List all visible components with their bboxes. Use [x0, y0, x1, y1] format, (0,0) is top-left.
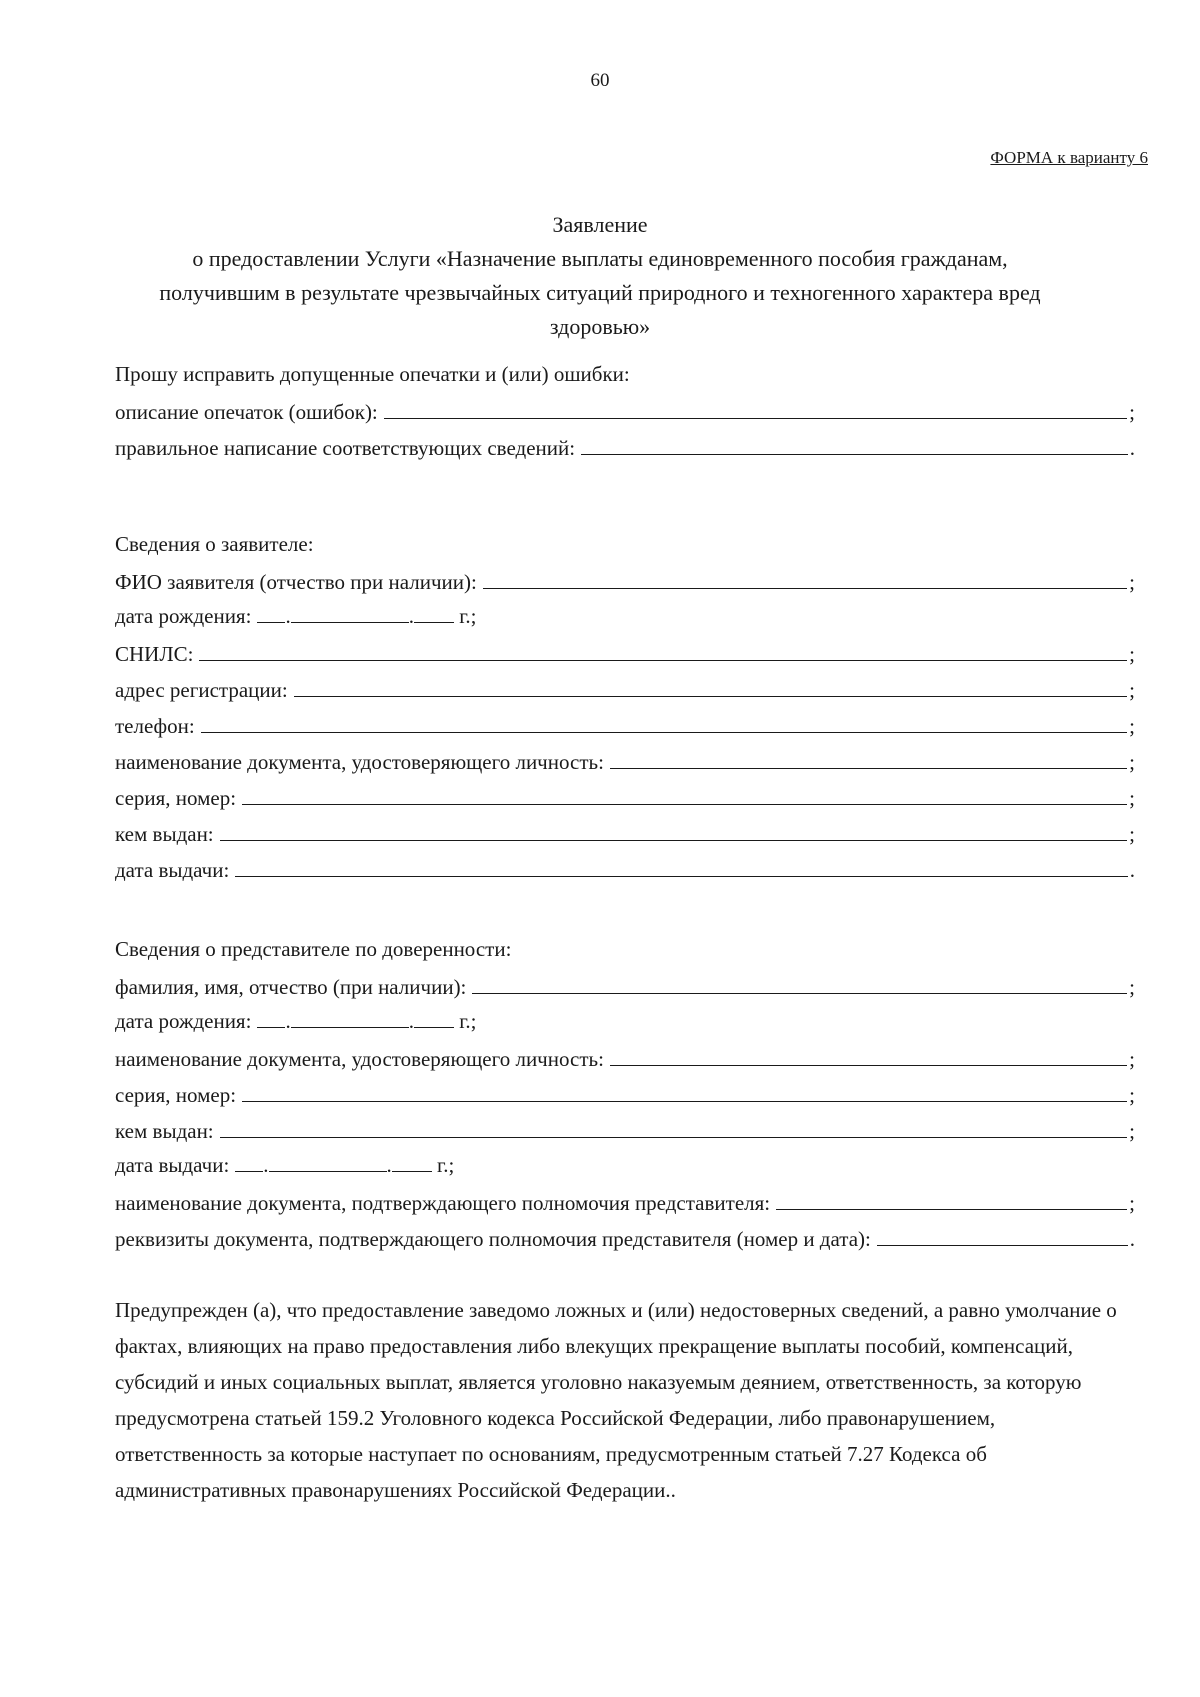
applicant-snils-row: СНИЛС: ; [115, 642, 1135, 666]
applicant-series-field[interactable] [242, 784, 1127, 805]
applicant-snils-label: СНИЛС: [115, 642, 194, 666]
applicant-address-field[interactable] [294, 676, 1127, 697]
representative-issued-by-row: кем выдан: ; [115, 1119, 1135, 1143]
applicant-id-doc-field[interactable] [610, 748, 1127, 769]
representative-birth-label: дата рождения: [115, 1009, 252, 1033]
representative-issue-date-field[interactable]: . . г.; [235, 1153, 454, 1178]
representative-id-doc-label: наименование документа, удостоверяющего личность: [115, 1047, 604, 1071]
representative-series-label: серия, номер: [115, 1083, 237, 1107]
liability-warning: Предупрежден (а), что предоставление заведомо ложных и (или) недостоверных сведений, а равно умолчание о фактах, влияющих на право предоставления либо влекущих прекращение выплаты пособий, компенсаций, субсидий и иных социальных выплат, является уголовно наказуемым деянием, ответственность, за которую предусмотрена статьей 159.2 Уголовного кодекса Российской Федерации, либо правонарушением, ответственность за которые наступает по основаниям, предусмотренным статьей 7.27 Кодекса об административных правонарушениях Российской Федерации.. [115, 1298, 1117, 1502]
representative-fio-field[interactable] [472, 973, 1127, 994]
representative-authority-req-label: реквизиты документа, подтверждающего полномочия представителя (номер и дата): [115, 1227, 871, 1251]
applicant-section [115, 532, 1135, 892]
applicant-series-label: серия, номер: [115, 786, 237, 810]
representative-authority-req-field[interactable] [877, 1225, 1128, 1246]
applicant-issue-date-label: дата выдачи: [115, 858, 230, 882]
applicant-address-row: адрес регистрации: ; [115, 678, 1135, 702]
corrections-heading: Прошу исправить допущенные опечатки и (или) ошибки: [115, 362, 630, 386]
applicant-birth-field[interactable]: . . г.; [257, 604, 476, 629]
corrections-description-row: описание опечаток (ошибок): ; [115, 400, 1135, 424]
corrections-correct-field[interactable] [581, 434, 1128, 455]
applicant-heading: Сведения о заявителе: [115, 532, 314, 556]
document-title [100, 208, 1100, 344]
applicant-phone-field[interactable] [201, 712, 1127, 733]
representative-issued-by-label: кем выдан: [115, 1119, 214, 1143]
representative-authority-doc-label: наименование документа, подтверждающего полномочия представителя: [115, 1191, 771, 1215]
corrections-description-field[interactable] [384, 398, 1127, 419]
applicant-phone-row: телефон: ; [115, 714, 1135, 738]
applicant-address-label: адрес регистрации: [115, 678, 288, 702]
applicant-issue-date-row: дата выдачи: . [115, 858, 1135, 882]
applicant-fio-label: ФИО заявителя (отчество при наличии): [115, 570, 477, 594]
representative-fio-row: фамилия, имя, отчество (при наличии): ; [115, 975, 1135, 999]
applicant-fio-row: ФИО заявителя (отчество при наличии): ; [115, 570, 1135, 594]
title-line-2: о предоставлении Услуги «Назначение выплаты единовременного пособия гражданам, [192, 246, 1008, 271]
applicant-id-doc-label: наименование документа, удостоверяющего личность: [115, 750, 604, 774]
applicant-phone-label: телефон: [115, 714, 195, 738]
applicant-snils-field[interactable] [199, 640, 1127, 661]
applicant-issued-by-label: кем выдан: [115, 822, 214, 846]
applicant-birth-row [115, 604, 1135, 640]
title-line-3: получившим в результате чрезвычайных ситуаций природного и техногенного характера вред [159, 280, 1041, 305]
representative-series-field[interactable] [242, 1081, 1127, 1102]
applicant-issued-by-field[interactable] [220, 820, 1128, 841]
page-number: 60 [590, 70, 610, 91]
form-reference: ФОРМА к варианту 6 [990, 148, 1148, 167]
applicant-issue-date-field[interactable] [235, 856, 1127, 877]
corrections-correct-row: правильное написание соответствующих сведений: . [115, 436, 1135, 460]
representative-section [115, 937, 1135, 1261]
representative-authority-doc-row: наименование документа, подтверждающего полномочия представителя: ; [115, 1191, 1135, 1215]
applicant-id-doc-row: наименование документа, удостоверяющего личность: ; [115, 750, 1135, 774]
representative-authority-doc-field[interactable] [776, 1189, 1127, 1210]
representative-heading: Сведения о представителе по доверенности: [115, 937, 512, 961]
applicant-series-row: серия, номер: ; [115, 786, 1135, 810]
title-line-4: здоровью» [549, 314, 651, 339]
representative-series-row: серия, номер: ; [115, 1083, 1135, 1107]
representative-fio-label: фамилия, имя, отчество (при наличии): [115, 975, 467, 999]
applicant-fio-field[interactable] [483, 568, 1127, 589]
corrections-section [115, 362, 1135, 470]
corrections-correct-label: правильное написание соответствующих сведений: [115, 436, 576, 460]
title-line-1: Заявление [552, 212, 648, 237]
applicant-issued-by-row: кем выдан: ; [115, 822, 1135, 846]
representative-issued-by-field[interactable] [220, 1117, 1128, 1138]
corrections-description-label: описание опечаток (ошибок): [115, 400, 378, 424]
representative-birth-row [115, 1009, 1135, 1045]
representative-authority-req-row: реквизиты документа, подтверждающего полномочия представителя (номер и дата): . [115, 1227, 1135, 1251]
representative-birth-field[interactable]: . . г.; [257, 1009, 476, 1034]
applicant-birth-label: дата рождения: [115, 604, 252, 628]
representative-issue-date-label: дата выдачи: [115, 1153, 230, 1177]
representative-id-doc-field[interactable] [610, 1045, 1127, 1066]
representative-issue-date-row [115, 1153, 1135, 1189]
representative-id-doc-row: наименование документа, удостоверяющего личность: ; [115, 1047, 1135, 1071]
